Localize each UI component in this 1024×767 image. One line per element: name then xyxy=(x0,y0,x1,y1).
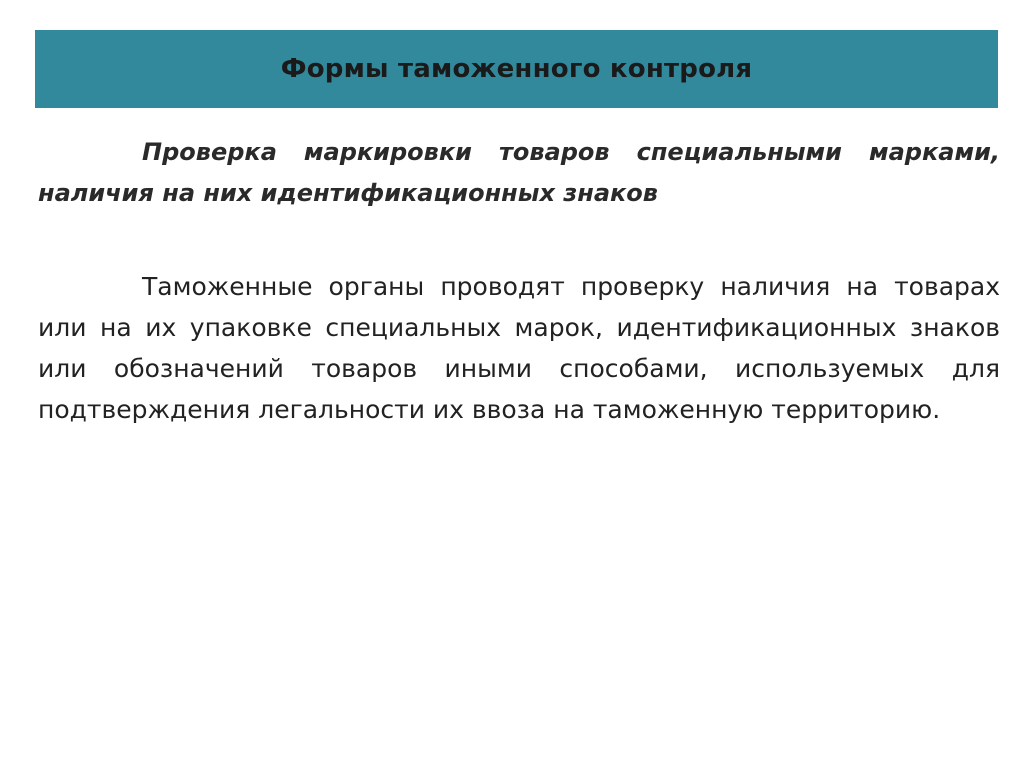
subtitle-paragraph: Проверка маркировки товаров специальными марками, наличия на них идентификационных знаков xyxy=(38,138,1000,207)
slide-content xyxy=(38,132,1000,430)
title-banner xyxy=(35,30,998,108)
paragraph-spacer xyxy=(38,214,1000,266)
body-paragraph: Таможенные органы проводят проверку наличия на товарах или на их упаковке специальных марок, идентификационных знаков или обозначений товаров иными способами, используемых для подтверждения легальности их ввоза на таможенную территорию. xyxy=(38,272,1000,424)
slide-title: Формы таможенного контроля xyxy=(280,54,753,84)
